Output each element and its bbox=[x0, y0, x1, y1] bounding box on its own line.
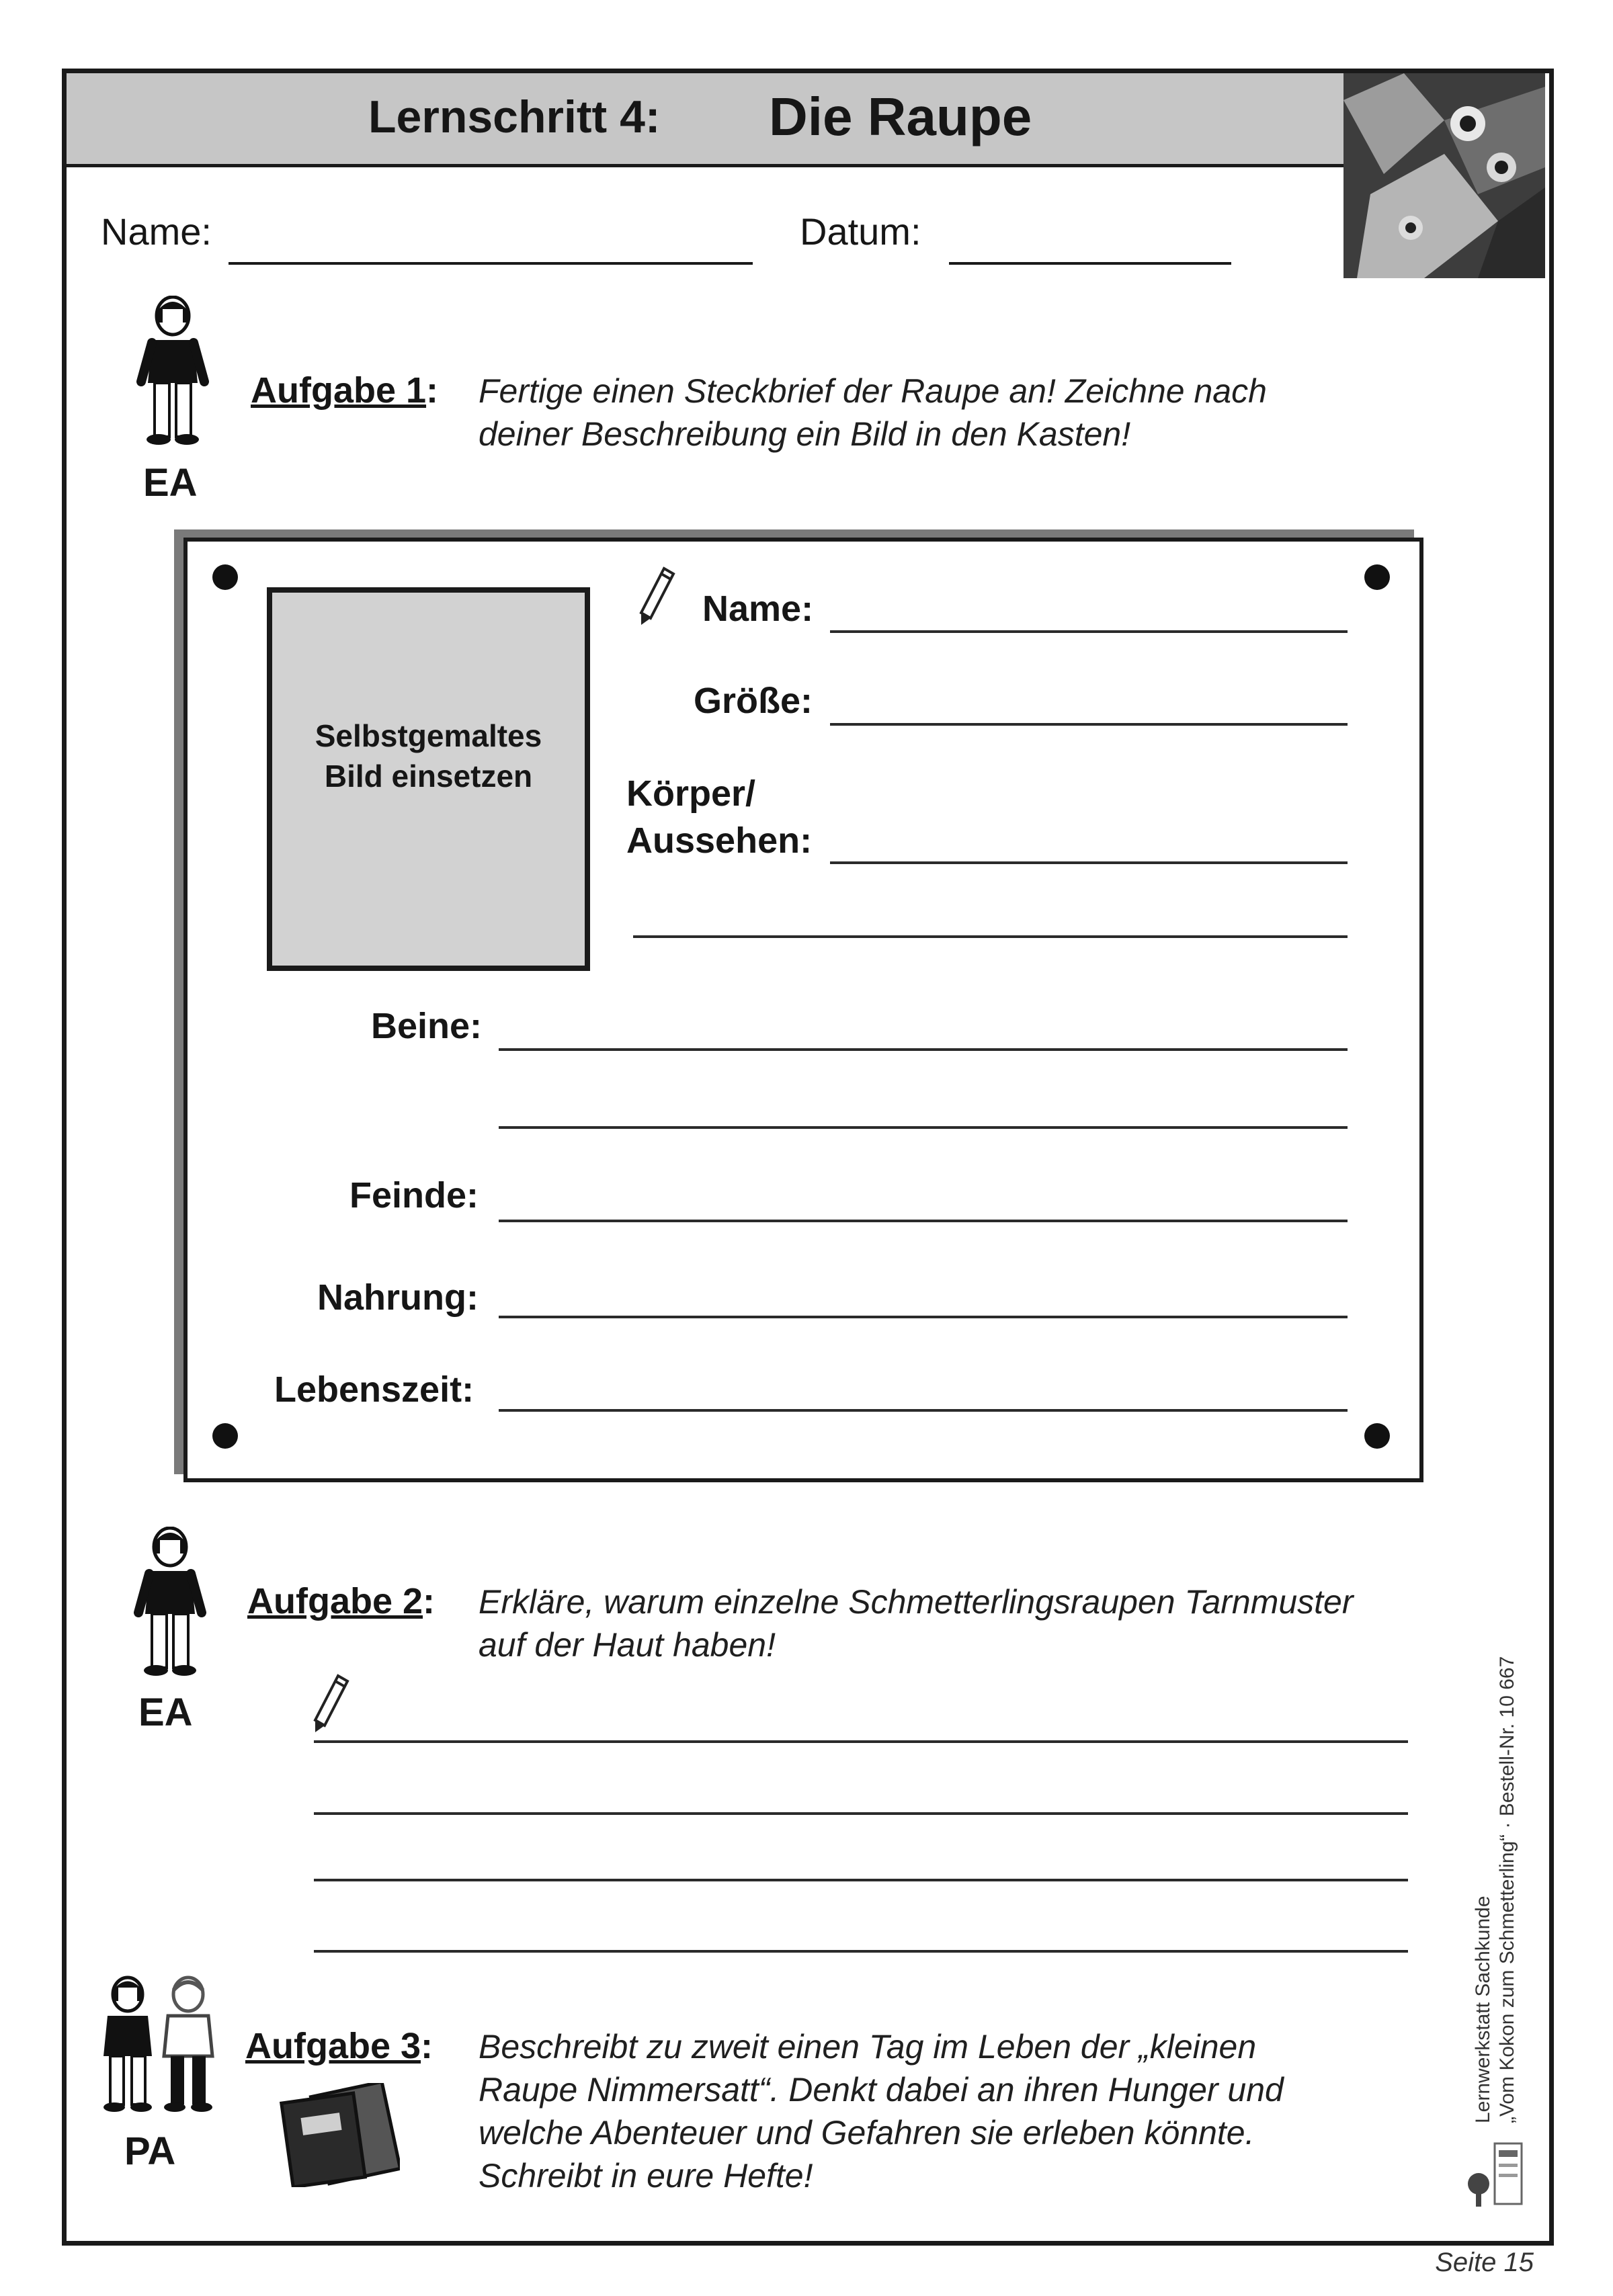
caption-line: Bild einsetzen bbox=[324, 759, 533, 794]
instruction-line: auf der Haut haben! bbox=[479, 1626, 776, 1664]
page-number: Seite 15 bbox=[1435, 2248, 1534, 2277]
field-legs-label: Beine: bbox=[371, 1006, 483, 1046]
date-label: Datum: bbox=[800, 210, 921, 253]
field-body-line[interactable] bbox=[633, 935, 1348, 938]
task-title: Aufgabe 1 bbox=[251, 370, 427, 411]
field-size-label: Größe: bbox=[694, 681, 813, 721]
publisher-logo bbox=[1468, 2143, 1522, 2207]
field-name-label: Name: bbox=[702, 589, 814, 629]
spine-line-1: Lernwerkstatt Sachkunde bbox=[1472, 1896, 1494, 2123]
girl-figure-icon bbox=[136, 296, 210, 447]
publisher-spine bbox=[1465, 1539, 1526, 2211]
spine-line-2: „Vom Kokon zum Schmetterling“ · Bestell-Nr. 10 667 bbox=[1496, 1656, 1518, 2123]
caption-line: Selbstgemaltes bbox=[315, 718, 542, 753]
mode-label: EA bbox=[138, 1691, 193, 1734]
instruction-line: Raupe Nimmersatt“. Denkt dabei an ihren Hunger und bbox=[479, 2071, 1284, 2109]
answer-line[interactable] bbox=[314, 1950, 1408, 1953]
field-enemies-label: Feinde: bbox=[349, 1175, 479, 1216]
field-food-label: Nahrung: bbox=[317, 1277, 479, 1318]
two-children-icon bbox=[94, 1975, 222, 2117]
field-legs-line[interactable] bbox=[499, 1048, 1348, 1051]
field-body-label-2: Aussehen: bbox=[626, 820, 813, 861]
field-food-line[interactable] bbox=[499, 1316, 1348, 1318]
task-instructions bbox=[479, 1580, 1446, 1666]
instruction-line: welche Abenteuer und Gefahren sie erleben könnte. bbox=[479, 2114, 1255, 2152]
field-lifespan-line[interactable] bbox=[499, 1409, 1348, 1412]
instruction-line: Fertige einen Steckbrief der Raupe an! Zeichne nach bbox=[479, 372, 1267, 410]
mode-label: EA bbox=[143, 461, 198, 505]
task-instructions bbox=[479, 2025, 1419, 2197]
task-title: Aufgabe 2 bbox=[247, 1581, 423, 1621]
instruction-line: Erkläre, warum einzelne Schmetterlingsraupen Tarnmuster bbox=[479, 1583, 1354, 1621]
instruction-line: deiner Beschreibung ein Bild in den Kasten! bbox=[479, 415, 1131, 453]
girl-figure-icon bbox=[133, 1527, 207, 1678]
answer-line[interactable] bbox=[314, 1812, 1408, 1815]
header-step: Lernschritt 4: bbox=[368, 91, 661, 142]
field-legs-line[interactable] bbox=[499, 1126, 1348, 1129]
pin-dot bbox=[212, 564, 238, 590]
task-colon: : bbox=[426, 370, 439, 411]
task-title: Aufgabe 3 bbox=[245, 2026, 421, 2066]
field-body-line[interactable] bbox=[830, 861, 1348, 864]
task-heading bbox=[247, 1580, 435, 1622]
pencil-icon bbox=[637, 566, 677, 626]
notebook-icon bbox=[279, 2083, 400, 2187]
field-enemies-line[interactable] bbox=[499, 1220, 1348, 1222]
field-lifespan-label: Lebenszeit: bbox=[274, 1369, 474, 1410]
answer-line[interactable] bbox=[314, 1879, 1408, 1881]
drawing-area-caption bbox=[272, 716, 585, 796]
task-colon: : bbox=[423, 1581, 436, 1621]
field-name-line[interactable] bbox=[830, 630, 1348, 633]
pin-dot bbox=[212, 1423, 238, 1449]
name-label: Name: bbox=[101, 210, 212, 253]
task-heading bbox=[251, 370, 438, 411]
task-heading bbox=[245, 2025, 433, 2067]
instruction-line: Schreibt in eure Hefte! bbox=[479, 2157, 813, 2195]
butterfly-photo bbox=[1343, 73, 1545, 278]
field-size-line[interactable] bbox=[830, 723, 1348, 726]
page-title: Die Raupe bbox=[769, 87, 1032, 146]
pencil-icon bbox=[311, 1673, 351, 1734]
name-field[interactable] bbox=[229, 262, 753, 265]
task-colon: : bbox=[421, 2026, 433, 2066]
answer-line[interactable] bbox=[314, 1740, 1408, 1743]
header-bar bbox=[67, 73, 1343, 167]
date-field[interactable] bbox=[949, 262, 1231, 265]
mode-label: PA bbox=[124, 2129, 176, 2173]
task-instructions bbox=[479, 370, 1433, 456]
field-body-label-1: Körper/ bbox=[626, 773, 756, 814]
pin-dot bbox=[1364, 1423, 1390, 1449]
pin-dot bbox=[1364, 564, 1390, 590]
instruction-line: Beschreibt zu zweit einen Tag im Leben der „kleinen bbox=[479, 2028, 1257, 2066]
